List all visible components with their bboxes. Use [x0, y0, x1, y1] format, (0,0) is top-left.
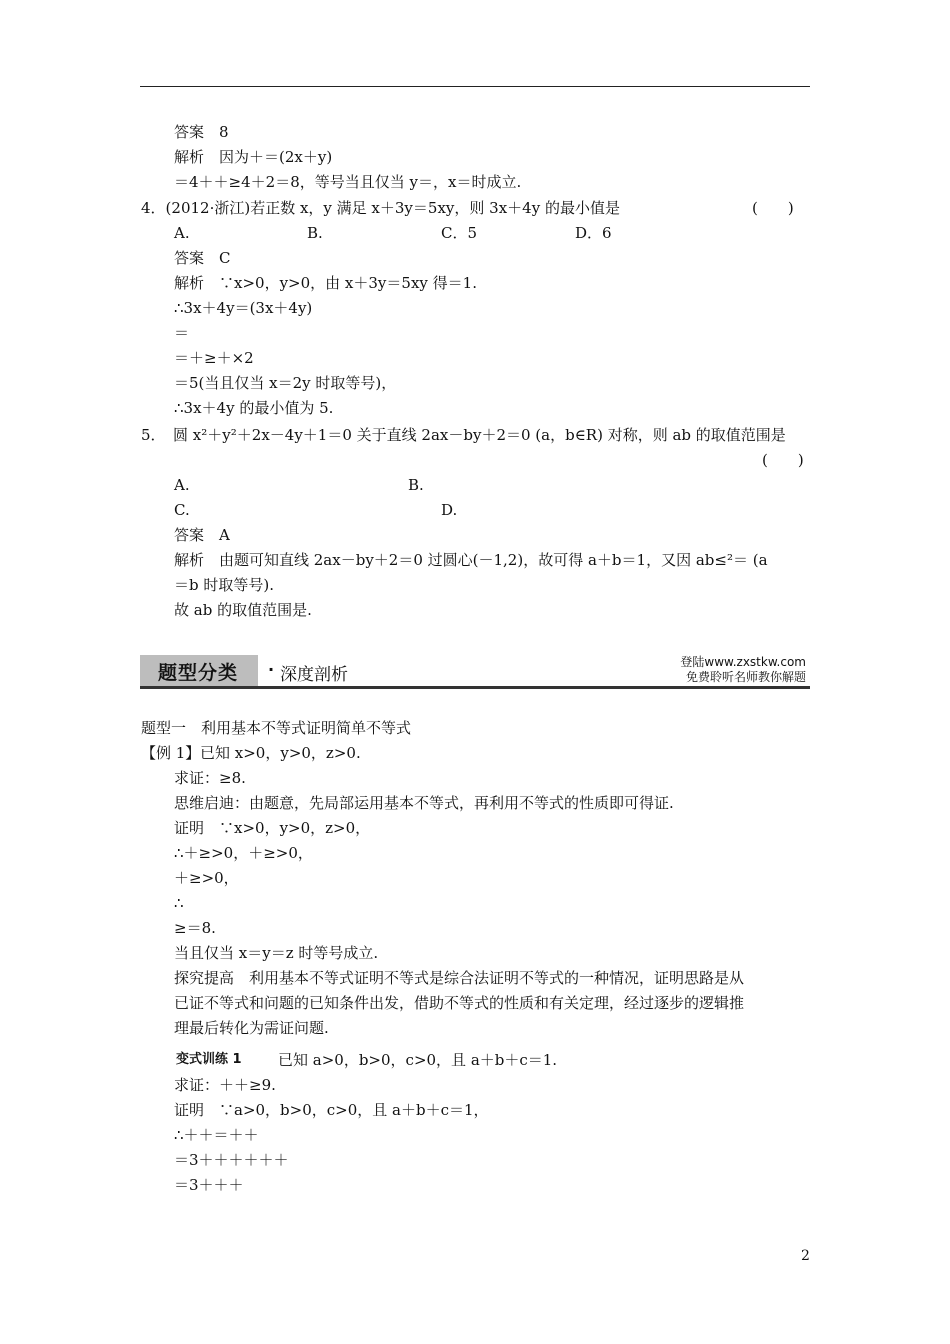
text-line: 故 ab 的取值范围是. [174, 601, 312, 619]
example-label: 【例 1】 [141, 744, 201, 762]
banner-subtitle: 深度剖析 [280, 665, 348, 685]
text-line: 答案 C [174, 249, 231, 267]
q4-option-d: D．6 [575, 224, 612, 242]
q5-option-c: C. [174, 501, 190, 519]
text-line: ∴3x＋4y＝(3x＋4y) [174, 299, 313, 317]
header-rule [140, 86, 810, 87]
text-line: 证明 ∵x>0，y>0，z>0， [174, 819, 371, 837]
page-number: 2 [801, 1248, 810, 1264]
text-line: ＝5(当且仅当 x＝2y 时取等号)， [174, 374, 397, 392]
q5-option-a: A. [174, 476, 190, 494]
text-line: ＝b 时取等号). [174, 576, 274, 594]
banner-dot: · [268, 660, 275, 679]
text-line: 理最后转化为需证问题. [174, 1019, 329, 1037]
text-line: 证明 ∵a>0，b>0，c>0，且 a＋b＋c＝1， [174, 1101, 489, 1119]
text-line: 4．(2012·浙江)若正数 x，y 满足 x＋3y＝5xy，则 3x＋4y 的最小值是 [141, 199, 620, 217]
banner-website: 登陆www.zxstkw.com [680, 655, 806, 669]
q4-option-a: A. [174, 224, 190, 242]
text-line: 求证：＋＋≥9. [174, 1076, 276, 1094]
text-line: ＝3＋＋＋ [174, 1176, 244, 1194]
text-line: 解析 因为＋＝(2x＋y) [174, 148, 333, 166]
q4-option-b: B. [307, 224, 323, 242]
variant-label: 变式训练 1 [176, 1052, 242, 1067]
text-line: 已证不等式和问题的已知条件出发，借助不等式的性质和有关定理，经过逐步的逻辑推 [174, 994, 745, 1012]
text-line: ＝ [174, 324, 190, 342]
banner-title: 题型分类 [158, 662, 239, 684]
text-line: 解析 由题可知直线 2ax－by＋2＝0 过圆心(－1,2)，故可得 a＋b＝1，又因 ab≤²＝ (a [174, 551, 768, 569]
q5-option-b: B. [408, 476, 424, 494]
text-line: 答案 A [174, 526, 230, 544]
text-line: 探究提高 利用基本不等式证明不等式是综合法证明不等式的一种情况，证明思路是从 [174, 969, 745, 987]
text-line: ＝4＋＋≥4＋2＝8，等号当且仅当 y＝，x＝时成立. [174, 173, 522, 191]
text-line: ＝＋≥＋×2 [174, 349, 254, 367]
text-line: 题型一 利用基本不等式证明简单不等式 [141, 719, 412, 737]
text-line: ∴＋＋＝＋＋ [174, 1126, 259, 1144]
answer-parentheses-q4: ( ) [752, 199, 794, 217]
text-line: ＋≥>0， [174, 869, 239, 887]
text-line: ≥＝8. [174, 919, 216, 937]
text-line: 当且仅当 x＝y＝z 时等号成立. [174, 944, 379, 962]
q4-option-c: C．5 [441, 224, 478, 242]
text-line: ∴3x＋4y 的最小值为 5. [174, 399, 334, 417]
text-line: ∴＋≥>0，＋≥>0， [174, 844, 313, 862]
text-line: 5． 圆 x²＋y²＋2x－4y＋1＝0 关于直线 2ax－by＋2＝0 (a，b∈R) 对称，则 ab 的取值范围是 [141, 426, 786, 444]
text-line: 答案 8 [174, 123, 229, 141]
q5-option-d: D. [441, 501, 458, 519]
text-line: 已知 x>0，y>0，z>0. [200, 744, 361, 762]
text-line: 求证：≥8. [174, 769, 246, 787]
text-line: 已知 a>0，b>0，c>0，且 a＋b＋c＝1. [278, 1051, 558, 1069]
answer-parentheses-q5: ( ) [762, 451, 804, 469]
text-line: 解析 ∵x>0，y>0，由 x＋3y＝5xy 得＝1. [174, 274, 477, 292]
banner-underline [140, 686, 810, 689]
section-banner [140, 655, 810, 691]
banner-slogan: 免费聆听名师教你解题 [685, 670, 806, 684]
text-line: 思维启迪：由题意，先局部运用基本不等式，再利用不等式的性质即可得证. [174, 794, 674, 812]
text-line: ∴ [174, 894, 184, 912]
text-line: ＝3＋＋＋＋＋＋ [174, 1151, 289, 1169]
